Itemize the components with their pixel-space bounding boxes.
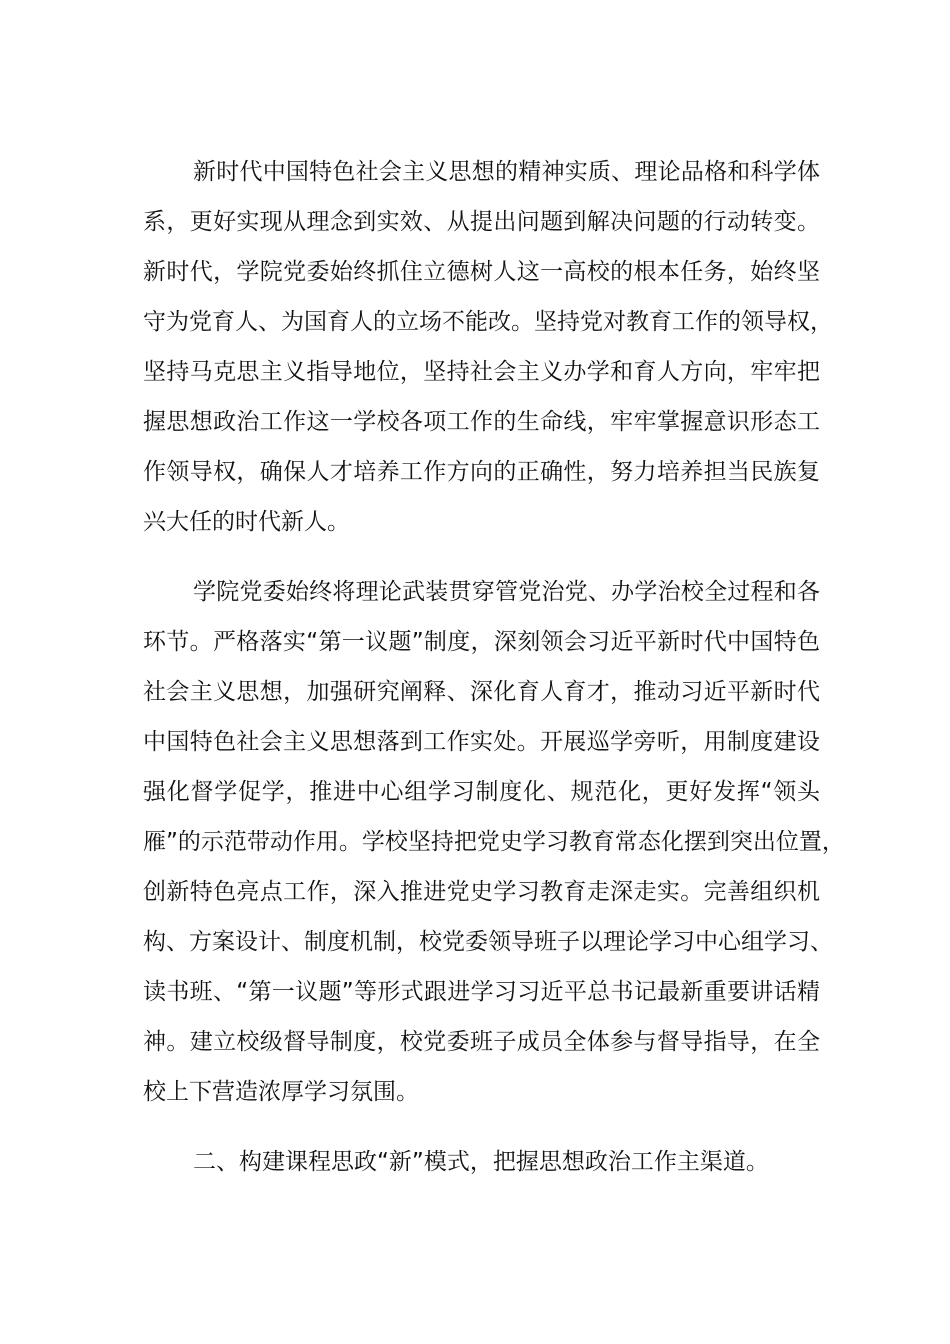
text-line: 读书班、“第一议题”等形式跟进学习习近平总书记最新重要讲话精: [143, 979, 820, 1005]
text-line: 握思想政治工作这一学校各项工作的生命线，牢牢掌握意识形态工: [143, 409, 820, 435]
text-line: 二、构建课程思政“新”模式，把握思想政治工作主渠道。: [193, 1149, 769, 1175]
text-line: 兴大任的时代新人。: [143, 509, 350, 535]
text-line: 系，更好实现从理念到实效、从提出问题到解决问题的行动转变。: [143, 209, 820, 235]
text-line: 新时代中国特色社会主义思想的精神实质、理论品格和科学体: [193, 159, 820, 185]
text-line: 神。建立校级督导制度，校党委班子成员全体参与督导指导，在全: [143, 1029, 820, 1055]
text-line: 社会主义思想，加强研究阐释、深化育人育才，推动习近平新时代: [143, 679, 820, 705]
text-line: 雁”的示范带动作用。学校坚持把党史学习教育常态化摆到突出位置，: [143, 829, 845, 855]
text-line: 作领导权，确保人才培养工作方向的正确性，努力培养担当民族复: [143, 459, 820, 485]
text-line: 创新特色亮点工作，深入推进党史学习教育走深走实。完善组织机: [143, 879, 820, 905]
text-line: 环节。严格落实“第一议题”制度，深刻领会习近平新时代中国特色: [143, 629, 820, 655]
text-line: 新时代，学院党委始终抓住立德树人这一高校的根本任务，始终坚: [143, 259, 820, 285]
text-line: 守为党育人、为国育人的立场不能改。坚持党对教育工作的领导权，: [143, 309, 833, 335]
text-line: 坚持马克思主义指导地位，坚持社会主义办学和育人方向，牢牢把: [143, 359, 820, 385]
text-line: 强化督学促学，推进中心组学习制度化、规范化，更好发挥“领头: [143, 779, 820, 805]
text-line: 构、方案设计、制度机制，校党委领导班子以理论学习中心组学习、: [143, 929, 833, 955]
text-line: 学院党委始终将理论武装贯穿管党治党、办学治校全过程和各: [193, 579, 820, 605]
text-line: 中国特色社会主义思想落到工作实处。开展巡学旁听，用制度建设: [143, 729, 820, 755]
text-line: 校上下营造浓厚学习氛围。: [143, 1079, 419, 1105]
